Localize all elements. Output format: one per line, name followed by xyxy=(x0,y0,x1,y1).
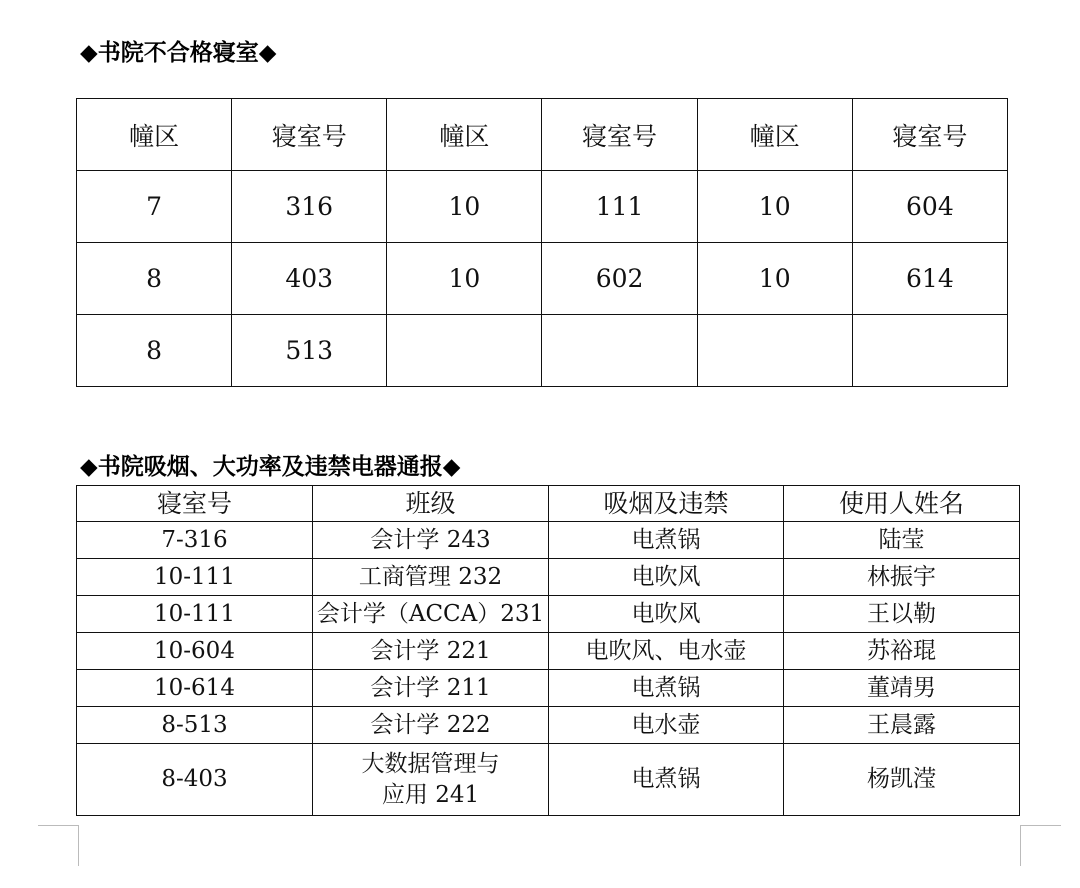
table-row xyxy=(77,707,1020,744)
table-cell: 会计学 243 xyxy=(313,522,549,559)
header-cell-class: 班级 xyxy=(313,486,549,522)
table-cell xyxy=(852,315,1007,387)
table-cell: 电水壶 xyxy=(549,707,784,744)
table-cell: 工商管理 232 xyxy=(313,559,549,596)
table-cell: 10-614 xyxy=(77,670,313,707)
table-cell: 王晨露 xyxy=(784,707,1020,744)
table-cell: 316 xyxy=(232,171,387,243)
table-row xyxy=(77,243,1008,315)
table-cell: 10-604 xyxy=(77,633,313,670)
table-cell xyxy=(697,315,852,387)
table-cell: 8-513 xyxy=(77,707,313,744)
table-row xyxy=(77,315,1008,387)
table-cell: 10 xyxy=(697,171,852,243)
table-cell: 电煮锅 xyxy=(549,744,784,816)
table-cell xyxy=(542,315,697,387)
header-cell-building: 幢区 xyxy=(77,99,232,171)
table-cell: 8-403 xyxy=(77,744,313,816)
table-cell: 111 xyxy=(542,171,697,243)
table-cell: 10 xyxy=(387,171,542,243)
table-cell: 8 xyxy=(77,243,232,315)
table-cell: 10 xyxy=(387,243,542,315)
table-row xyxy=(77,670,1020,707)
table-row xyxy=(77,522,1020,559)
table-cell: 7-316 xyxy=(77,522,313,559)
header-cell-building: 幢区 xyxy=(697,99,852,171)
table-cell: 苏裕琨 xyxy=(784,633,1020,670)
table-cell: 电煮锅 xyxy=(549,670,784,707)
table-cell: 8 xyxy=(77,315,232,387)
table-cell: 7 xyxy=(77,171,232,243)
table-cell xyxy=(387,315,542,387)
page-corner-mark-right xyxy=(1020,825,1061,866)
section-title-violation-report: ◆书院吸烟、大功率及违禁电器通报◆ xyxy=(80,454,461,480)
table-cell: 电吹风 xyxy=(549,596,784,633)
page-corner-mark-left xyxy=(38,825,79,866)
unqualified-dorms-table xyxy=(76,98,1008,387)
header-cell-violation: 吸烟及违禁 xyxy=(549,486,784,522)
header-cell-user-name: 使用人姓名 xyxy=(784,486,1020,522)
table-row xyxy=(77,596,1020,633)
table-header-row xyxy=(77,486,1020,522)
table-cell: 电吹风、电水壶 xyxy=(549,633,784,670)
table-cell: 604 xyxy=(852,171,1007,243)
table-cell: 513 xyxy=(232,315,387,387)
table-row xyxy=(77,744,1020,816)
table-cell: 林振宇 xyxy=(784,559,1020,596)
table-cell: 电煮锅 xyxy=(549,522,784,559)
table-cell: 杨凯滢 xyxy=(784,744,1020,816)
header-cell-room: 寝室号 xyxy=(77,486,313,522)
section-title-unqualified-dorms: ◆书院不合格寝室◆ xyxy=(80,40,277,66)
header-cell-building: 幢区 xyxy=(387,99,542,171)
table-cell: 会计学 221 xyxy=(313,633,549,670)
table-cell: 10 xyxy=(697,243,852,315)
table-cell: 602 xyxy=(542,243,697,315)
table-cell: 电吹风 xyxy=(549,559,784,596)
table-cell: 会计学 211 xyxy=(313,670,549,707)
table-cell: 614 xyxy=(852,243,1007,315)
table-row xyxy=(77,633,1020,670)
table-cell: 会计学（ACCA）231 xyxy=(313,596,549,633)
table-cell: 403 xyxy=(232,243,387,315)
table-cell: 10-111 xyxy=(77,559,313,596)
violation-report-table xyxy=(76,485,1020,816)
table-cell: 会计学 222 xyxy=(313,707,549,744)
header-cell-room: 寝室号 xyxy=(542,99,697,171)
table-cell: 10-111 xyxy=(77,596,313,633)
table-cell: 董靖男 xyxy=(784,670,1020,707)
table-cell: 王以勒 xyxy=(784,596,1020,633)
header-cell-room: 寝室号 xyxy=(232,99,387,171)
table-row xyxy=(77,559,1020,596)
table-header-row xyxy=(77,99,1008,171)
table-cell: 陆莹 xyxy=(784,522,1020,559)
table-row xyxy=(77,171,1008,243)
table-cell: 大数据管理与应用 241 xyxy=(313,744,549,816)
header-cell-room: 寝室号 xyxy=(852,99,1007,171)
